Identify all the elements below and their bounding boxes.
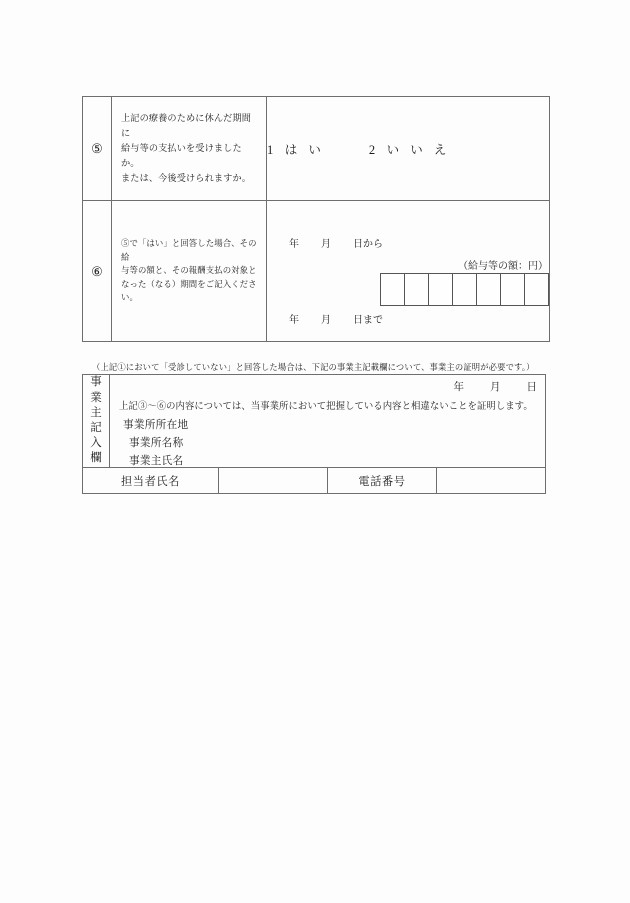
question-6-number: ⑥: [83, 201, 112, 342]
option-1-label[interactable]: は い: [284, 142, 325, 157]
option-1-number[interactable]: 1: [267, 142, 274, 157]
question-6-answer-area: [267, 201, 549, 341]
table-row-question-5: [83, 97, 550, 201]
question-6-line-3: なった（なる）期間をご記入ください。: [121, 279, 257, 303]
question-6-answer-cell: [267, 201, 550, 342]
contact-person-name-input[interactable]: [219, 468, 328, 494]
question-5-line-2: 給与等の支払いを受けましたか。: [121, 143, 242, 168]
date-from-line[interactable]: [289, 235, 383, 250]
vlabel-char-2: 業: [90, 391, 102, 404]
vlabel-char-4: 記: [90, 422, 102, 434]
employer-address-label[interactable]: 事業所所在地: [123, 420, 189, 431]
date-from-month[interactable]: 月: [321, 239, 331, 250]
employer-owner-name-label[interactable]: 事業主氏名: [129, 456, 184, 467]
contact-phone-input[interactable]: [437, 468, 546, 494]
vlabel-char-1: 事: [90, 376, 102, 389]
amount-cell[interactable]: [477, 274, 501, 305]
employer-office-name-label[interactable]: 事業所名称: [129, 438, 184, 449]
question-5-number: ⑤: [83, 97, 112, 201]
employer-main-row: [83, 375, 546, 468]
vlabel-char-3: 主: [90, 406, 102, 419]
option-2-label[interactable]: い い え: [386, 142, 451, 157]
table-row-question-6: [83, 201, 550, 342]
employer-date-year[interactable]: 年: [453, 382, 464, 393]
employer-date-line[interactable]: [454, 379, 538, 394]
contact-phone-label: 電話番号: [328, 468, 437, 494]
date-to-day[interactable]: 日まで: [353, 315, 383, 326]
option-2-number[interactable]: 2: [368, 142, 376, 157]
question-5-text: [112, 111, 266, 186]
amount-cell[interactable]: [405, 274, 429, 305]
employer-date-day[interactable]: 日: [526, 382, 537, 393]
amount-cell[interactable]: [381, 274, 405, 305]
questions-table: [82, 96, 550, 342]
amount-label: （給与等の額：円）: [458, 261, 548, 272]
date-from-year[interactable]: 年: [289, 239, 299, 250]
amount-cell[interactable]: [501, 274, 525, 305]
question-5-text-cell: [112, 97, 267, 201]
question-6-line-1: ⑤で「はい」と回答した場合、その給: [121, 239, 257, 262]
amount-input-grid[interactable]: [380, 273, 549, 306]
employer-date-month[interactable]: 月: [490, 382, 501, 393]
date-to-month[interactable]: 月: [321, 315, 331, 326]
amount-cell[interactable]: [429, 274, 453, 305]
date-to-year[interactable]: 年: [289, 315, 299, 326]
employer-body-cell: [110, 375, 546, 468]
question-6-line-2: 与等の額と、その報酬支払の対象と: [121, 266, 257, 276]
question-6-text: [112, 237, 266, 304]
employer-section-note: （上記①において「受診していない」と回答した場合は、下記の事業主記載欄について、事業主の証明が必要です。）: [92, 363, 535, 372]
question-6-text-cell: [112, 201, 267, 342]
employer-certification-text: 上記③～⑥の内容については、当事業所において把握している内容と相違ないことを証明します。: [119, 402, 533, 412]
employer-table: [82, 374, 546, 494]
date-from-day[interactable]: 日から: [353, 239, 383, 250]
vlabel-char-5: 入: [90, 437, 102, 450]
employer-vertical-label: [83, 375, 109, 466]
question-5-line-1: 上記の療養のために休んだ期間に: [121, 113, 252, 139]
date-to-line[interactable]: [289, 311, 383, 326]
question-5-line-3: または、今後受けられますか。: [121, 172, 252, 183]
question-5-answer-cell[interactable]: [267, 97, 550, 201]
employer-vertical-label-cell: [83, 375, 110, 468]
vlabel-char-6: 欄: [90, 452, 102, 465]
employer-contact-row: [83, 468, 546, 494]
amount-cell[interactable]: [525, 274, 549, 305]
contact-person-name-label: 担当者氏名: [83, 468, 219, 494]
amount-cell[interactable]: [453, 274, 477, 305]
